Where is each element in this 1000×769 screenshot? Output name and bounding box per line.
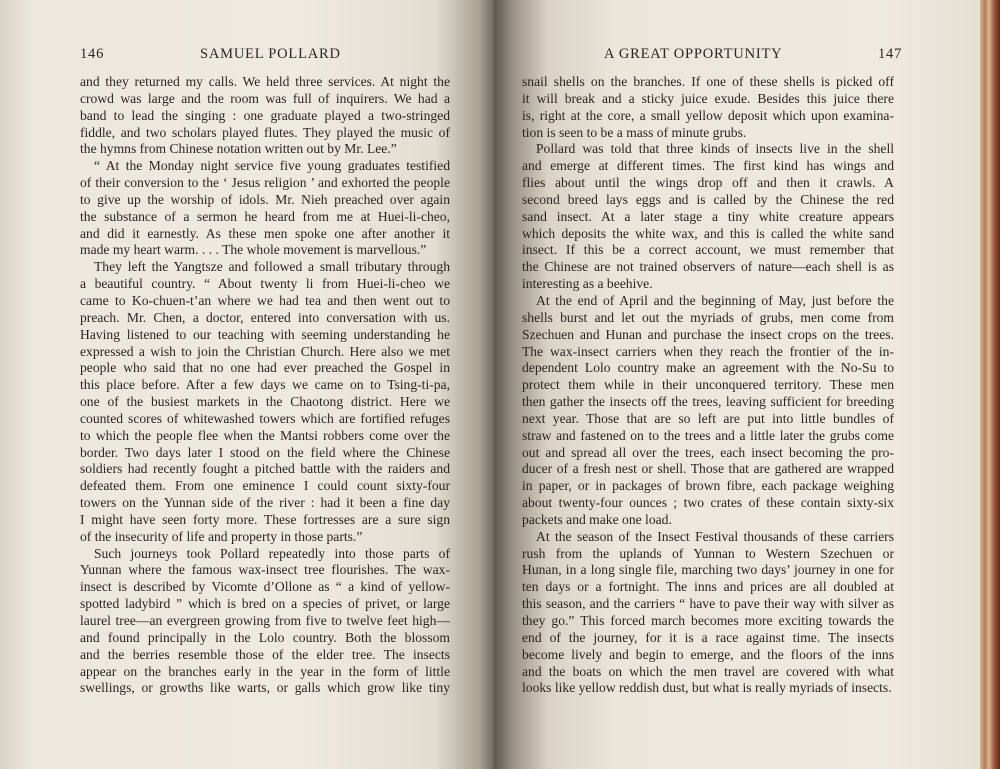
text-line: one of the busiest markets in the Chaotong district. Here we — [80, 394, 450, 410]
text-line: Such journeys took Pollard repeatedly into those parts of — [94, 545, 450, 561]
text-line: “ At the Monday night service five young graduates testified — [94, 158, 450, 174]
text-line: snail shells on the branches. If one of these shells is picked off — [522, 74, 894, 89]
text-line: and they returned my calls. We held three services. At night the — [80, 74, 450, 89]
text-line: looks like yellow reddish dust, but what is really myriads of insects. — [522, 680, 892, 696]
text-line: and the berries resemble those of the elder tree. The insects — [80, 646, 450, 662]
text-line: insect is described by Vicomte d’Ollone as “ a kind of yellow- — [80, 579, 450, 595]
text-line: and the boats on which the men travel are covered with what — [522, 663, 894, 679]
text-line: insect. If this be a correct account, we must remember that — [522, 242, 894, 258]
right-page — [494, 0, 980, 769]
text-line: appear on the branches early in the year in the form of little — [80, 663, 450, 679]
text-line: second breed lays eggs and is called by the Chinese the red — [522, 191, 894, 207]
text-line: the hymns from Chinese notation written out by Mr. Lee.” — [80, 141, 397, 157]
text-line: to give up the worship of idols. Mr. Nieh preached over again — [80, 191, 450, 207]
text-line: Szechuen and Hunan and purchase the insect crops on the trees. — [522, 326, 894, 342]
right-running-head: A GREAT OPPORTUNITY — [604, 46, 783, 62]
text-line: The wax-insect carriers when they reach the frontier of the in- — [522, 343, 894, 359]
left-page-body — [80, 74, 450, 697]
text-line: the substance of a sermon he heard from me at Huei-li-cheo, — [80, 208, 450, 224]
text-line: shells burst and let out the myriads of grubs, men come from — [522, 309, 894, 325]
text-line: is, right at the core, a small yellow deposit which upon examina- — [522, 107, 894, 123]
text-line: Having listened to our teaching with seeming understanding he — [80, 326, 450, 342]
text-line: this place before. After a few days we came on to Tsing-ti-pa, — [80, 377, 450, 393]
text-line: expressed a wish to join the Christian Church. Here also we met — [80, 343, 450, 359]
text-line: dependent Lolo country make an agreement with the No-Su to — [522, 360, 894, 376]
text-line: interesting as a beehive. — [522, 276, 653, 292]
text-line: defeated them. From one eminence I could count sixty-four — [80, 478, 450, 494]
text-line: packets and make one load. — [522, 511, 672, 527]
text-line: ten days or a fortnight. The inns and prices are all doubled at — [522, 579, 894, 595]
text-line: made my heart warm. . . . The whole movement is marvellous.” — [80, 242, 427, 258]
text-line: border. Two days later I stood on the field where the Chinese — [80, 444, 450, 460]
text-line: crowd was large and the room was full of inquirers. We had a — [80, 90, 450, 106]
text-line: band to lead the singing : one graduate played a two-stringed — [80, 107, 450, 123]
right-page-number: 147 — [878, 46, 903, 62]
text-line: preach. Mr. Chen, a doctor, entered into conversation with us. — [80, 309, 450, 325]
text-line: soldiers had recently fought a pitched battle with the raiders and — [80, 461, 450, 477]
text-line: swellings, or growths like warts, or galls which grow like tiny — [80, 680, 450, 696]
text-line: At the season of the Insect Festival thousands of these carriers — [536, 528, 894, 544]
text-line: this season, and the carriers “ have to pave their way with silver as — [522, 596, 894, 612]
text-line: become lively and begin to emerge, and the floors of the inns — [522, 646, 894, 662]
text-line: then gather the insects off the trees, leaving sufficient for breeding — [522, 394, 894, 410]
right-page-body — [522, 74, 894, 697]
text-line: to which the people flee when the Mantsi robbers come over the — [80, 427, 450, 443]
text-line: of their conversion to the ‘ Jesus religion ’ and exhorted the people — [80, 175, 450, 191]
text-line: it will break and a sticky juice exude. Besides this juice there — [522, 90, 894, 106]
text-line: spotted ladybird ” which is bred on a species of privet, or large — [80, 596, 450, 612]
text-line: which deposits the white wax, and this is called the white sand — [522, 225, 894, 241]
text-line: people who said that no one had ever preached the Gospel in — [80, 360, 450, 376]
text-line: they go.” This forced march becomes more exciting towards the — [522, 613, 894, 628]
text-line: At the end of April and the beginning of May, just before the — [536, 292, 894, 308]
text-line: laurel tree—an evergreen growing from five to twelve feet high— — [80, 613, 450, 628]
text-line: in paper, or in packages of brown fibre, each package weighing — [522, 478, 894, 494]
text-line: towers on the Yunnan side of the river : had it been a fine day — [80, 495, 450, 511]
text-line: counted scores of whitewashed towers which are fortified refuges — [80, 410, 450, 426]
text-line: fiddle, and two scholars played flutes. They played the music of — [80, 124, 450, 140]
left-page — [0, 0, 494, 769]
text-line: and did it earnestly. As these men spoke one after another it — [80, 225, 450, 241]
text-line: a beautiful country. “ About twenty li from Huei-li-cheo we — [80, 276, 450, 292]
text-line: Pollard was told that three kinds of insects live in the shell — [536, 141, 894, 157]
text-line: end of the journey, for it is a race against time. The insects — [522, 629, 894, 645]
text-line: They left the Yangtsze and followed a small tributary through — [94, 259, 450, 275]
left-running-head: SAMUEL POLLARD — [200, 46, 341, 62]
text-line: out and spread all over the trees, each insect becoming the pro- — [522, 444, 894, 460]
text-line: ducer of a fresh nest or shell. Those that are gathered are wrapped — [522, 461, 894, 477]
text-line: of the insecurity of life and property in those parts.” — [80, 528, 363, 544]
left-page-number: 146 — [80, 46, 105, 62]
text-line: the Chinese are not trained observers of nature—each shell is as — [522, 259, 894, 275]
text-line: Hunan, in a long single file, marching two days’ journey in one for — [522, 562, 894, 578]
text-line: next year. Those that are so left are put into little bundles of — [522, 410, 894, 426]
text-line: rush from the uplands of Yunnan to Western Szechuen or — [522, 545, 894, 561]
page-edges — [980, 0, 1000, 769]
text-line: came to Ko-chuen-t’an where we had tea and then went out to — [80, 292, 450, 308]
text-line: straw and fastened on to the trees and a little later the grubs come — [522, 427, 894, 443]
text-line: and found principally in the Lolo country. Both the blossom — [80, 629, 450, 645]
text-line: Yunnan where the famous wax-insect tree flourishes. The wax- — [80, 562, 450, 578]
text-line: tion is seen to be a mass of minute grubs. — [522, 124, 747, 140]
text-line: about twenty-four ounces ; two crates of these contain sixty-six — [522, 495, 894, 511]
text-line: and emerge at different times. The first kind has wings and — [522, 158, 894, 174]
text-line: flies about until the wings drop off and then it crawls. A — [522, 175, 894, 191]
text-line: protect them while in their unconquered territory. These men — [522, 377, 894, 393]
text-line: sand insect. At a later stage a tiny white creature appears — [522, 208, 894, 224]
text-line: I might have seen forty more. These fortresses are a sure sign — [80, 511, 450, 527]
